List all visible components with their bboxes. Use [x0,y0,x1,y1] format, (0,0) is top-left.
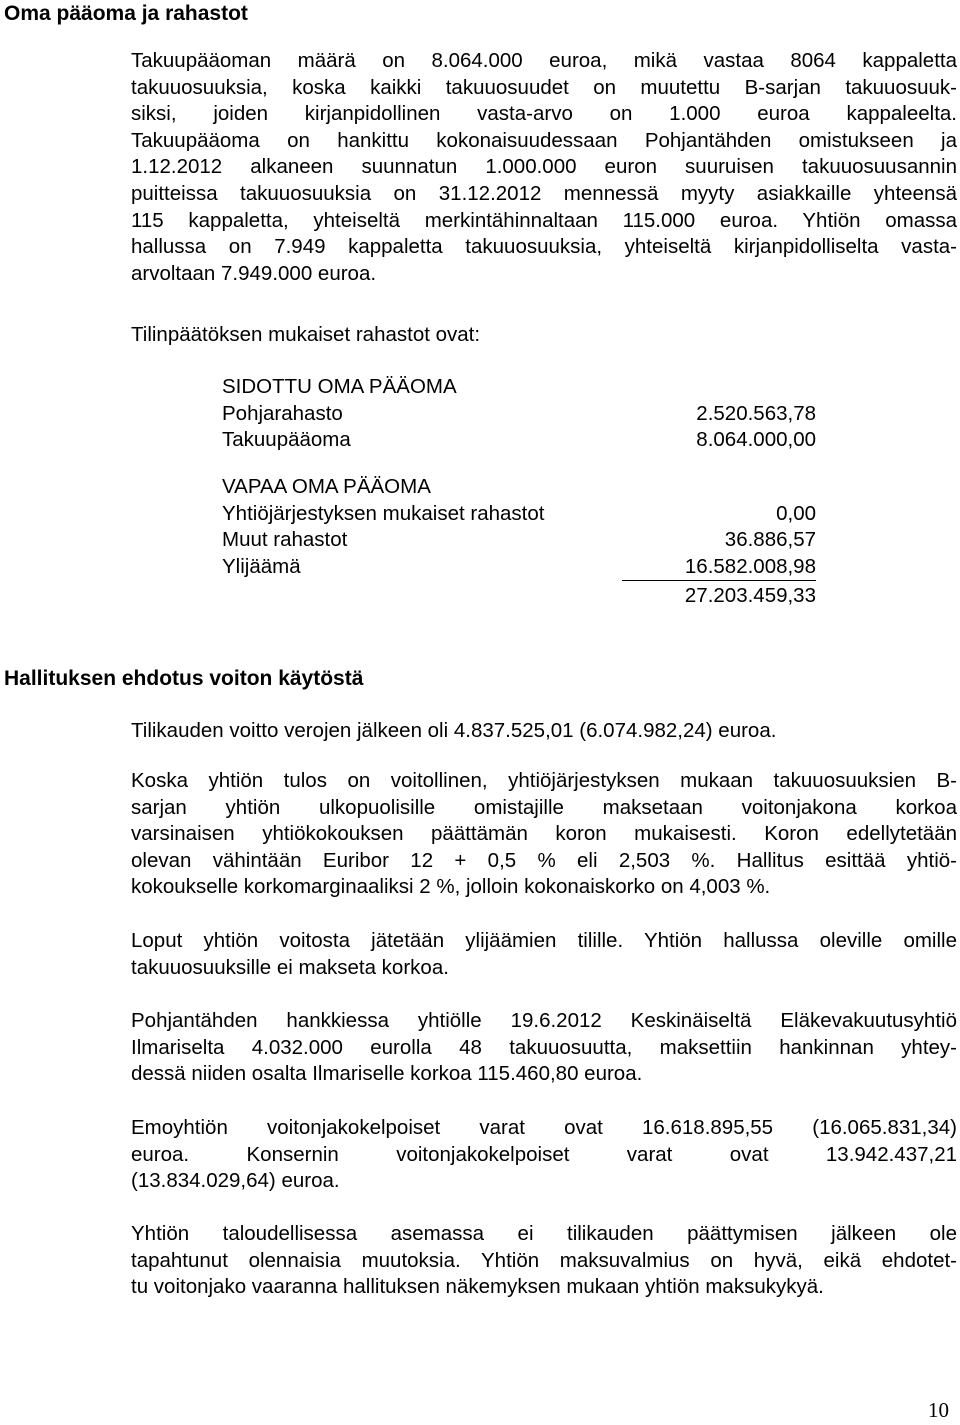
table-row [222,401,816,428]
section-heading-profit-proposal: Hallituksen ehdotus voiton käytöstä [4,667,364,690]
text-line: Ilmariselta 4.032.000 eurolla 48 takuuosuutta, maksettiin hankinnan yhtey- [131,1035,957,1059]
paragraph-acquisition [131,1008,957,1088]
sum-divider [622,580,816,581]
table-title: SIDOTTU OMA PÄÄOMA [222,375,457,398]
paragraph-financial-position [131,1221,957,1301]
paragraph-guarantee-capital [131,48,957,287]
text-line: dessä niiden osalta Ilmariselle korkoa 115.460,80 euroa. [131,1062,643,1086]
text-line: Loput yhtiön voitosta jätetään ylijäämien tilille. Yhtiön hallussa oleville omille [131,929,957,952]
row-value: 36.886,57 [724,528,816,551]
text-line: 115 kappaletta, yhteiseltä merkintähinnaltaan 115.000 euroa. Yhtiön omassa [131,208,957,232]
unrestricted-equity-title [222,474,816,501]
table-row [222,554,816,581]
text-line: arvoltaan 7.949.000 euroa. [131,261,377,285]
text-line: (13.834.029,64) euroa. [131,1169,340,1193]
text-line: Takuupääoman määrä on 8.064.000 euroa, mikä vastaa 8064 kappaletta [131,49,957,72]
text-line: puitteissa takuuosuuksia on 31.12.2012 mennessä myyty asiakkaille yhteensä [131,181,957,205]
text-line: Emoyhtiön voitonjakokelpoiset varat ovat 16.618.895,55 (16.065.831,34) [131,1116,957,1139]
row-label: Yhtiöjärjestyksen mukaiset rahastot [222,501,545,525]
text-line: sarjan yhtiön ulkopuolisille omistajille maksetaan voitonjakona korkoa [131,795,957,819]
text-line: Tilikauden voitto verojen jälkeen oli 4.837.525,01 (6.074.982,24) euroa. [131,719,777,742]
total-row [222,580,816,607]
table-row [222,527,816,554]
paragraph-retained [131,928,957,981]
paragraph-distributable [131,1115,957,1195]
funds-intro [131,322,957,349]
table-row [222,427,816,454]
total-value: 27.203.459,33 [684,584,816,607]
funds-intro-text: Tilinpäätöksen mukaiset rahastot ovat: [131,323,481,346]
table-title: VAPAA OMA PÄÄOMA [222,475,431,498]
restricted-equity-title [222,374,816,401]
text-line: euroa. Konsernin voitonjakokelpoiset varat ovat 13.942.437,21 [131,1142,957,1166]
text-line: hallussa on 7.949 kappaletta takuuosuuksia, yhteiseltä kirjanpidolliselta vasta- [131,235,957,259]
row-value: 8.064.000,00 [696,428,816,451]
row-label: Muut rahastot [222,528,348,551]
row-value: 2.520.563,78 [696,401,816,425]
row-label: Takuupääoma [222,428,351,451]
text-line: Pohjantähden hankkiessa yhtiölle 19.6.2012 Keskinäiseltä Eläkevakuutusyhtiö [131,1009,957,1032]
text-line: 1.12.2012 alkaneen suunnatun 1.000.000 euron suuruisen takuuosuusannin [131,155,957,179]
restricted-equity-table [222,374,816,454]
text-line: tu voitonjako vaaranna hallituksen näkemyksen mukaan yhtiön maksukykyä. [131,1275,824,1299]
text-line: Koska yhtiön tulos on voitollinen, yhtiöjärjestyksen mukaan takuuosuuksien B- [131,769,957,792]
text-line: olevan vähintään Euribor 12 + 0,5 % eli 2,503 %. Hallitus esittää yhtiö- [131,848,957,872]
row-label: Pohjarahasto [222,401,343,425]
text-line: Takuupääoma on hankittu kokonaisuudessaan Pohjantähden omistukseen ja [131,128,957,152]
row-value: 16.582.008,98 [684,554,816,578]
text-line: takuuosuuksille ei makseta korkoa. [131,955,449,979]
paragraph-interest [131,768,957,901]
text-line: siksi, joiden kirjanpidollinen vasta-arvo on 1.000 euroa kappaleelta. [131,102,957,126]
section-heading-equity: Oma pääoma ja rahastot [4,2,248,25]
profit-statement [131,718,957,745]
unrestricted-equity-table [222,474,816,607]
text-line: tapahtunut olennaisia muutoksia. Yhtiön maksuvalmius on hyvä, eikä ehdotet- [131,1248,957,1272]
text-line: kokoukselle korkomarginaaliksi 2 %, jolloin kokonaiskorko on 4,003 %. [131,875,771,899]
table-row [222,501,816,528]
text-line: takuuosuuksia, koska kaikki takuuosuudet on muutettu B-sarjan takuuosuuk- [131,75,957,99]
page-number: 10 [928,1398,949,1422]
row-value: 0,00 [776,501,816,525]
text-line: varsinaisen yhtiökokouksen päättämän koron mukaisesti. Koron edellytetään [131,822,957,846]
text-line: Yhtiön taloudellisessa asemassa ei tilikauden päättymisen jälkeen ole [131,1222,957,1245]
row-label: Ylijäämä [222,554,301,578]
